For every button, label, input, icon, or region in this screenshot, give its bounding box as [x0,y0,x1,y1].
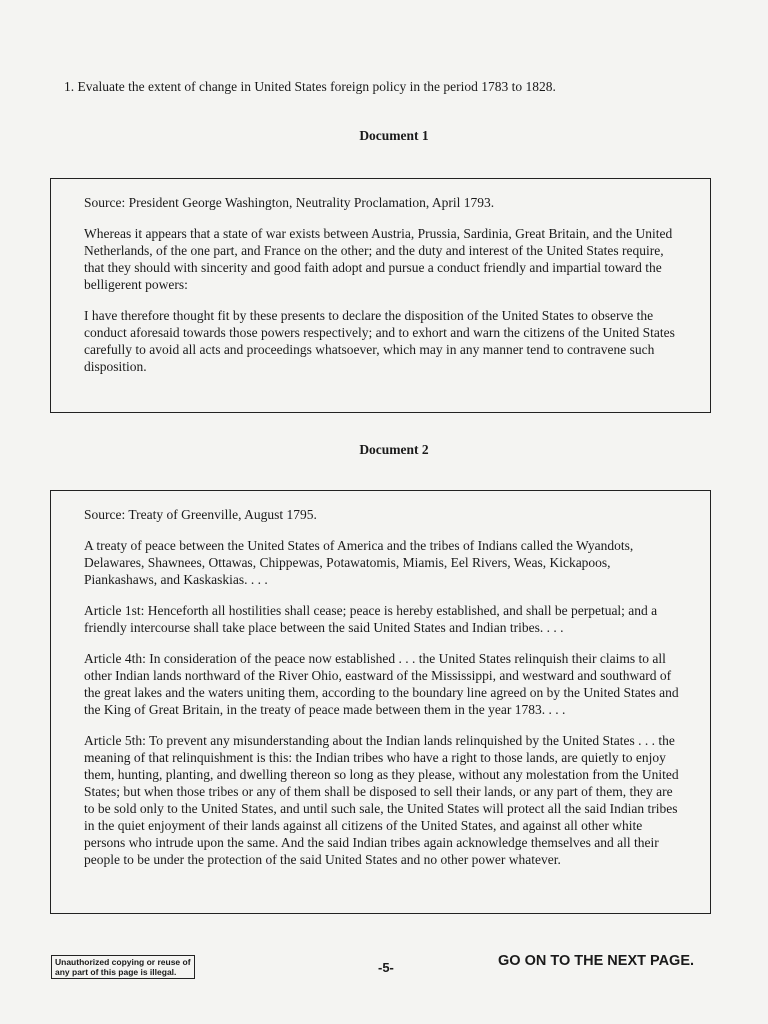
page-number: -5- [378,960,394,975]
document-1-paragraph: I have therefore thought fit by these presents to declare the disposition of the United States to observe the conduct aforesaid towards those powers respectively; and to exhort and warn the citizens of the United States carefully to avoid all acts and proceedings whatsoever, which may in any manner tend to contravene such disposition. [84,308,675,374]
copyright-notice-line: any part of this page is illegal. [55,967,177,977]
go-on-instruction: GO ON TO THE NEXT PAGE. [498,953,695,969]
document-2-source: Source: Treaty of Greenville, August 1795. [84,507,317,522]
question-text: 1. Evaluate the extent of change in United States foreign policy in the period 1783 to 1828. [64,79,556,94]
document-2-paragraph: Article 5th: To prevent any misunderstanding about the Indian lands relinquished by the United States . . . the meaning of that relinquishment is this: the Indian tribes who have a right to those lands, are quietly to enjoy them, hunting, planting, and dwelling thereon so long as they please, without any molestation from the United States; but when those tribes or any of them shall be disposed to sell their lands, or any part of them, they are to be sold only to the United States, and until such sale, the United States will protect all the said Indian tribes in the quiet enjoyment of their lands against all citizens of the United States, and against all other white persons who intrude upon the same. And the said Indian tribes again acknowledge themselves and all their people to be under the protection of the said United States and no other power whatever. [84,733,679,867]
document-2-paragraph: Article 4th: In consideration of the peace now established . . . the United States relinquish their claims to all other Indian lands northward of the River Ohio, eastward of the Mississippi, and westward and southward of the great lakes and the waters uniting them, according to the boundary line agreed on by the United States and the King of Great Britain, in the treaty of peace made between them in the year 1783. . . . [84,651,679,717]
document-1-box [50,178,711,413]
document-2-paragraph: Article 1st: Henceforth all hostilities shall cease; peace is hereby established, and shall be perpetual; and a friendly intercourse shall take place between the said United States and Indian tribes. . . . [84,603,658,635]
copyright-notice [51,955,195,979]
document-1-heading: Document 1 [359,128,429,143]
document-1-source: Source: President George Washington, Neutrality Proclamation, April 1793. [84,195,495,210]
document-2-box [50,490,711,914]
document-2-heading: Document 2 [359,442,429,457]
document-2-paragraph: A treaty of peace between the United States of America and the tribes of Indians called the Wyandots, Delawares, Shawnees, Ottawas, Chippewas, Potawatomis, Miamis, Eel Rivers, Weas, Kickapoos, Piankashaws, and Kaskaskias. . . . [84,538,634,587]
copyright-notice-line: Unauthorized copying or reuse of [55,957,191,967]
document-1-paragraph: Whereas it appears that a state of war exists between Austria, Prussia, Sardinia, Great Britain, and the United Netherlands, of the one part, and France on the other; and the duty and interest of the United States require, that they should with sincerity and good faith adopt and pursue a conduct friendly and impartial toward the belligerent powers: [84,226,673,292]
